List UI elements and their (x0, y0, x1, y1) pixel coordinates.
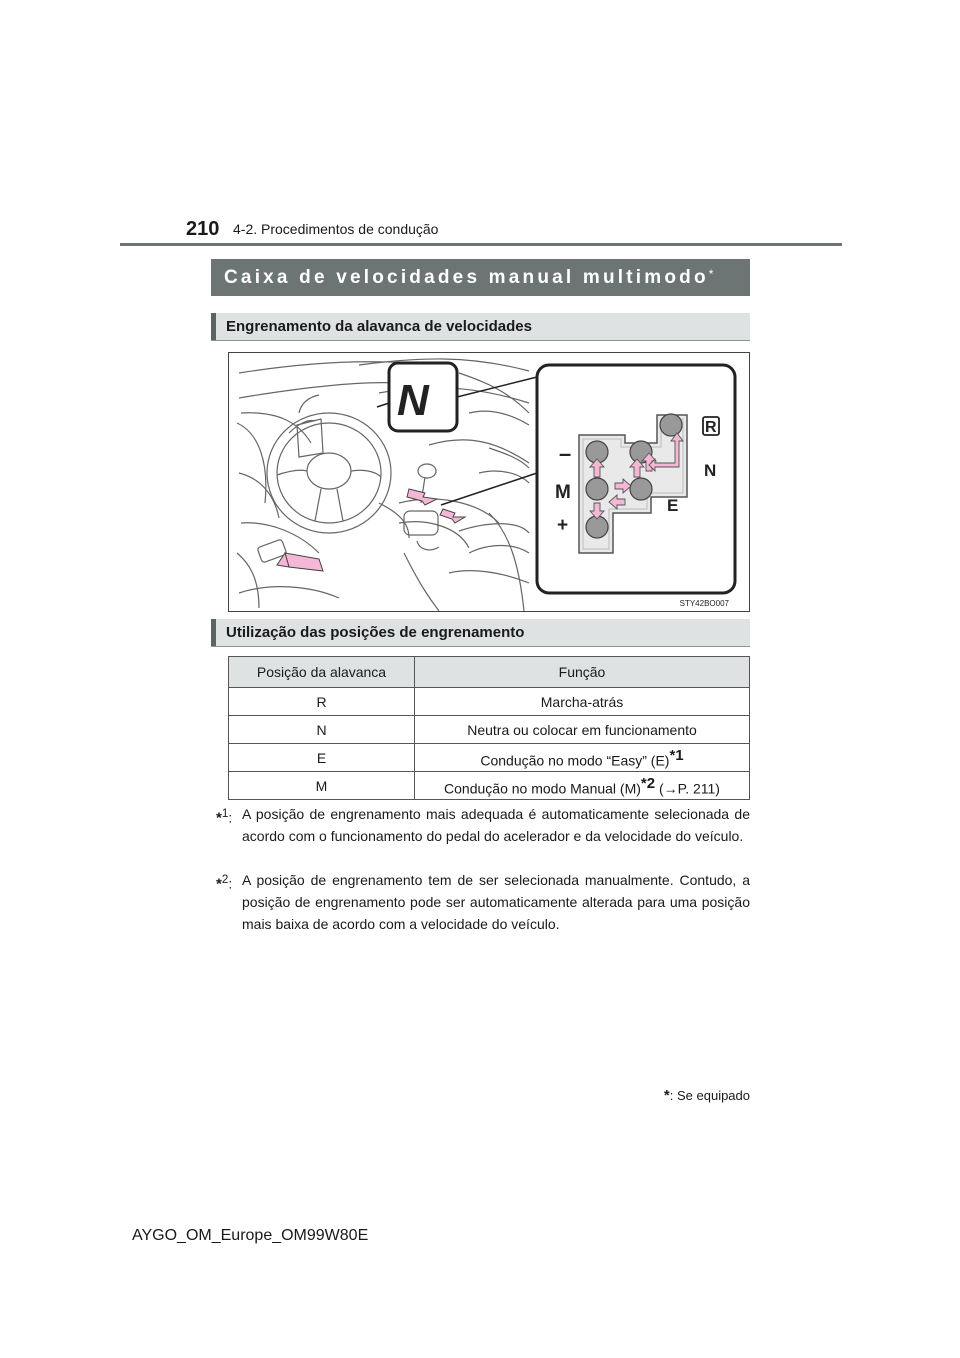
display-letter: N (397, 376, 429, 425)
reverse-label: R (705, 419, 717, 436)
page-title (211, 259, 750, 296)
section-heading-usage (211, 619, 750, 647)
page-title-text: Caixa de velocidades manual multimodo (224, 267, 709, 288)
function-text: Marcha-atrás (540, 693, 624, 710)
page-reference: (→P. 211) (655, 780, 720, 797)
footnote (216, 803, 750, 869)
equipped-note (664, 1087, 750, 1104)
heading-bar (211, 313, 216, 340)
function-cell (415, 744, 750, 772)
section-heading-engagement (211, 313, 750, 341)
footnote-text: A posição de engrenamento mais adequada é automaticamente selecionada de acordo com o funcionamento do pedal do acelerador e da velocidade do veículo. (242, 806, 750, 844)
neutral-label: N (704, 461, 717, 480)
function-text: Condução no modo Manual (M) (444, 780, 641, 797)
table-row (229, 772, 750, 800)
function-cell (415, 772, 750, 800)
function-text: Condução no modo “Easy” (E) (480, 752, 670, 769)
table-row (229, 716, 750, 744)
column-header-function: Função (415, 657, 750, 688)
footnote-mark: *$^1$: (216, 807, 233, 827)
position-cell: R (229, 688, 415, 716)
page-number: 210 (186, 218, 220, 240)
function-text: Neutra ou colocar em funcionamento (467, 721, 697, 738)
section-heading-text: Utilização das posições de engrenamento (226, 624, 525, 641)
gear-positions-table (228, 656, 750, 800)
header-rule (120, 243, 842, 246)
section-header: 4-2. Procedimentos de condução (233, 221, 439, 237)
section-heading-text: Engrenamento da alavanca de velocidades (226, 318, 532, 335)
footnote-number: 2 (221, 873, 229, 886)
footnote-text: A posição de engrenamento tem de ser selecionada manualmente. Contudo, a posição de engrenamento pode ser automaticamente alterada para uma posição mais baixa de acordo com a velocidade do veículo. (242, 872, 750, 932)
table-header-row (229, 657, 750, 688)
position-cell: E (229, 744, 415, 772)
footnote-ref: *1 (669, 746, 684, 764)
column-header-position: Posição da alavanca (229, 657, 415, 688)
table-row (229, 744, 750, 772)
footnote-star: * (216, 809, 222, 827)
gear-lever-illustration (228, 352, 750, 612)
equipped-mark: * (708, 267, 714, 281)
footnote-ref: *2 (640, 774, 656, 792)
equipped-note-mark: * (663, 1087, 670, 1104)
function-cell (415, 688, 750, 716)
footer-code: AYGO_OM_Europe_OM99W80E (132, 1227, 369, 1244)
footnote-star: * (216, 875, 222, 893)
position-cell: N (229, 716, 415, 744)
cockpit-diagram (229, 353, 749, 611)
equipped-note-text: : Se equipado (669, 1088, 750, 1103)
minus-label: – (559, 441, 572, 466)
figure-code: STY42BO007 (679, 599, 729, 608)
footnote-number: 1 (221, 807, 229, 820)
footnote (216, 869, 750, 935)
manual-label: M (555, 482, 571, 503)
heading-bar (211, 619, 216, 646)
function-cell (415, 716, 750, 744)
plus-label: + (557, 515, 569, 536)
easy-label: E (667, 496, 679, 515)
footnote-mark: *$^2$: (216, 873, 233, 893)
table-row (229, 688, 750, 716)
position-cell: M (229, 772, 415, 800)
